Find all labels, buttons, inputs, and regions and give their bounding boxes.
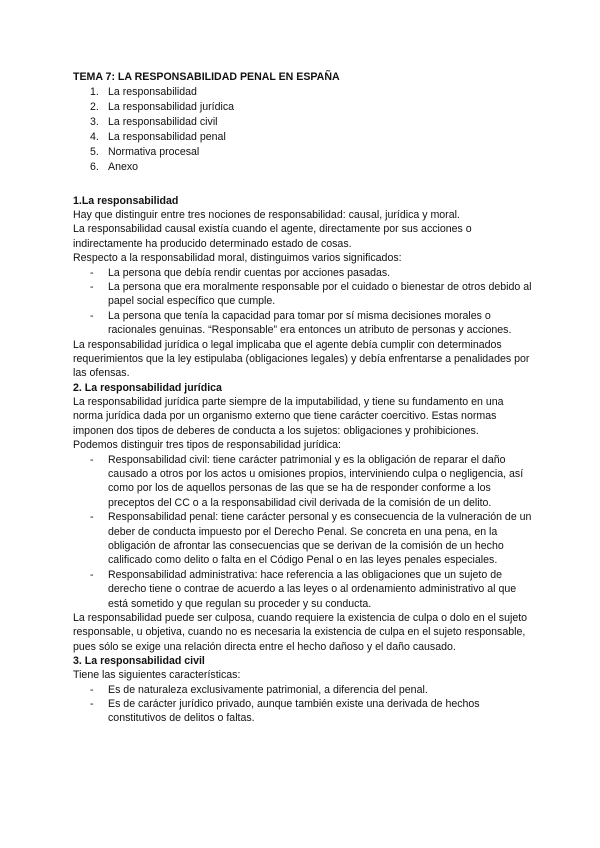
dash-bullet: - [90, 683, 94, 696]
toc-label: Normativa procesal [108, 146, 200, 158]
document-title: TEMA 7: LA RESPONSABILIDAD PENAL EN ESPAÑA [73, 71, 340, 83]
list-item [73, 309, 533, 338]
list-item [73, 510, 533, 568]
toc-number: 6. [90, 161, 99, 173]
toc-number: 3. [90, 116, 99, 128]
dash-bullet: - [90, 511, 94, 524]
toc-item [73, 85, 533, 100]
paragraph: La responsabilidad causal existía cuando el agente, directamente por sus acciones o indirectamente ha producido determinado estado de cosas. [73, 223, 472, 250]
list-item [73, 280, 533, 309]
paragraph: Hay que distinguir entre tres nociones de responsabilidad: causal, jurídica y moral. [73, 209, 460, 221]
dash-bullet: - [90, 698, 94, 710]
paragraph: La responsabilidad jurídica parte siempre de la imputabilidad, y tiene su fundamento en una norma jurídica dada por un organismo externo que tiene carácter coercitivo. Estas normas imponen dos tipos de deberes de conducta a los sujetos: obligaciones y prohibiciones. [73, 395, 504, 437]
list-item-text: Responsabilidad administrativa: hace referencia a las obligaciones que un sujeto de derecho tiene o contrae de acuerdo a las leyes o al ordenamiento administrativo al que está sometido y que regulan su proceder y su conducta. [108, 568, 517, 610]
list-item [73, 266, 533, 280]
toc-number: 5. [90, 146, 99, 158]
paragraph: Respecto a la responsabilidad moral, distinguimos varios significados: [73, 252, 402, 265]
toc-label: La responsabilidad penal [108, 131, 226, 143]
list-item-text: La persona que debía rendir cuentas por acciones pasadas. [108, 266, 391, 279]
toc-item [73, 100, 533, 115]
paragraph: La responsabilidad puede ser culposa, cuando requiere la existencia de culpa o dolo en el sujeto responsable, u objetiva, cuando no es necesaria la existencia de culpa en el sujeto responsable, pues sólo se exige una relación directa entre el hecho dañoso y el daño causado. [73, 611, 528, 653]
toc-number: 1. [90, 86, 99, 98]
list-item [73, 683, 533, 697]
section-heading-responsabilidad-juridica: 2. La responsabilidad jurídica [73, 381, 222, 394]
toc-item [73, 160, 533, 175]
toc-label: Anexo [108, 161, 139, 173]
document-content [73, 70, 533, 726]
toc-item [73, 145, 533, 160]
dash-bullet: - [90, 568, 94, 581]
toc-number: 4. [90, 131, 99, 143]
toc-label: La responsabilidad civil [108, 116, 218, 128]
toc-label: La responsabilidad [108, 86, 197, 98]
paragraph: La responsabilidad jurídica o legal implicaba que el agente debía cumplir con determinados requerimientos que la ley estipulaba (obligaciones legales) y debía enfrentarse a penalidades por las ofensas. [73, 338, 530, 380]
list-item [73, 568, 533, 611]
bullet-list [73, 453, 533, 611]
list-item-text: Es de naturaleza exclusivamente patrimonial, a diferencia del penal. [108, 683, 428, 696]
dash-bullet: - [90, 309, 94, 322]
paragraph: Podemos distinguir tres tipos de responsabilidad jurídica: [73, 439, 341, 452]
paragraph: Tiene las siguientes características: [73, 669, 241, 682]
table-of-contents [73, 85, 533, 175]
toc-item [73, 115, 533, 130]
list-item-text: La persona que era moralmente responsable por el cuidado o bienestar de otros debido al papel social específico que cumple. [108, 281, 532, 308]
bullet-list [73, 683, 533, 726]
dash-bullet: - [90, 281, 94, 294]
list-item-text: Responsabilidad civil: tiene carácter patrimonial y es la obligación de reparar el daño causado a otros por los actos u omisiones propios, interviniendo culpa o negligencia, así como por los de aquellos personas de las que se ha de responder conforme a los preceptos del CC o a la responsabilidad civil derivada de la comisión de un delito. [108, 453, 524, 509]
list-item [73, 453, 533, 511]
dash-bullet: - [90, 453, 94, 466]
list-item-text: Es de carácter jurídico privado, aunque también existe una derivada de hechos constitutivos de delitos o faltas. [108, 698, 480, 725]
list-item-text: La persona que tenía la capacidad para tomar por sí misma decisiones morales o racionales genuinas. “Responsable” era entonces un atributo de personas y acciones. [108, 309, 512, 337]
toc-label: La responsabilidad jurídica [108, 101, 235, 113]
section-heading-responsabilidad-civil: 3. La responsabilidad civil [73, 655, 205, 668]
bullet-list [73, 266, 533, 338]
section-heading-responsabilidad: 1.La responsabilidad [73, 195, 179, 207]
list-item-text: Responsabilidad penal: tiene carácter personal y es consecuencia de la vulneración de un deber de conducta impuesto por el Derecho Penal. Se concreta en una pena, en la obligación de afrontar las consecuencias que se derivan de la comisión de un hecho calificado como delito o falta en el Código Penal o en las leyes penales especiales. [108, 511, 532, 567]
toc-item [73, 130, 533, 145]
list-item [73, 697, 533, 726]
toc-number: 2. [90, 101, 99, 113]
dash-bullet: - [90, 266, 94, 279]
